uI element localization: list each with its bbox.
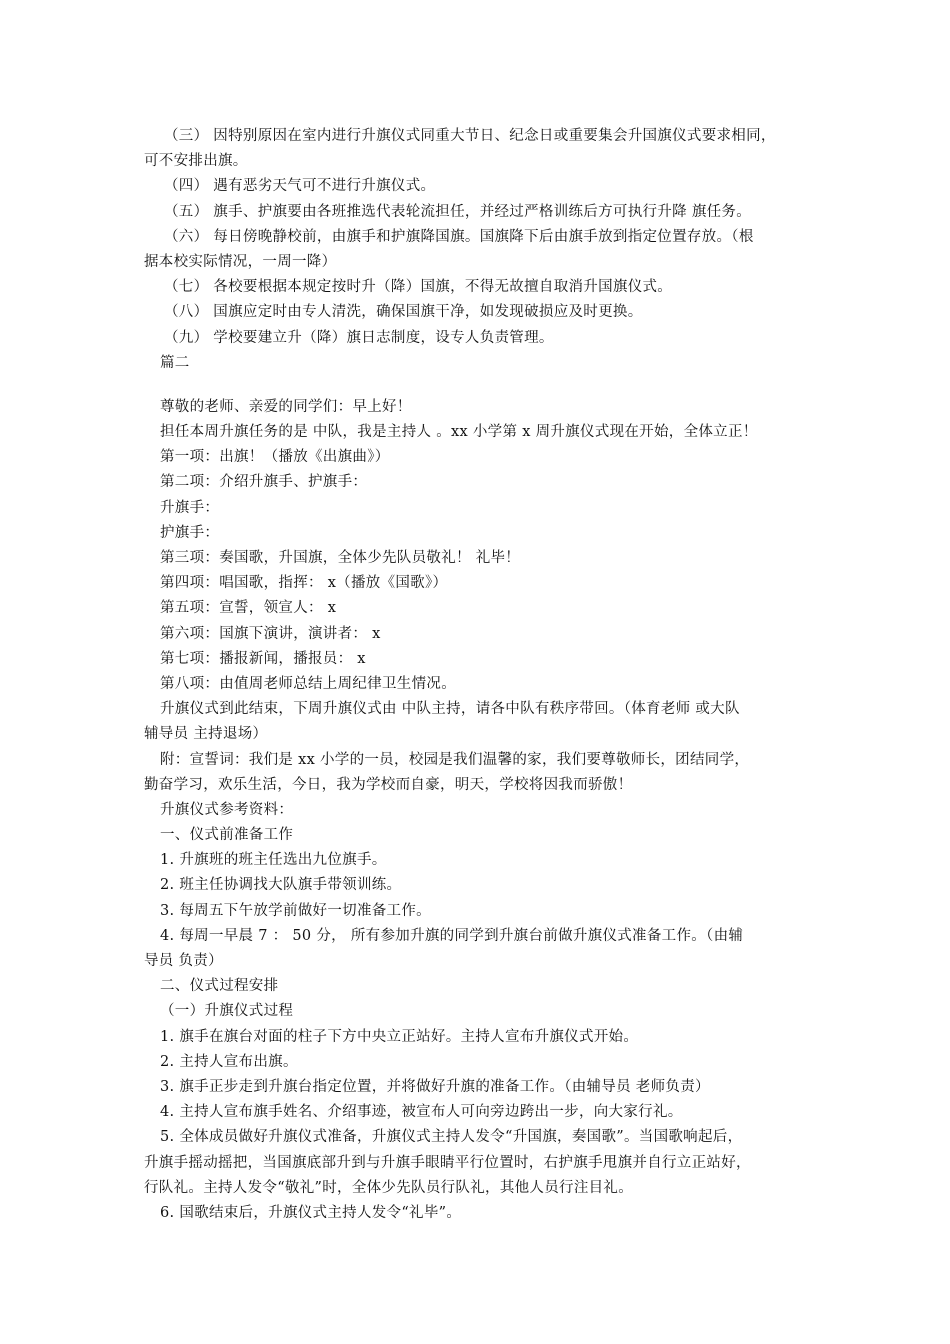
list-item: 4. 主持人宣布旗手姓名、介绍事迹，被宣布人可向旁边跨出一步，向大家行礼。 [160, 1104, 683, 1121]
paragraph-line: 第四项：唱国歌，指挥： x（播放《国歌》） [160, 575, 448, 592]
list-item: 2. 主持人宣布出旗。 [160, 1053, 298, 1070]
section-heading: 篇二 [160, 354, 190, 371]
paragraph-line: （四） 遇有恶劣天气可不进行升旗仪式。 [164, 178, 436, 195]
paragraph-line: 升旗手： [160, 499, 220, 516]
paragraph-line: 附：宣誓词：我们是 xx 小学的一员，校园是我们温馨的家，我们要尊敬师长，团结同学， [160, 751, 750, 768]
list-item: 3. 每周五下午放学前做好一切准备工作。 [160, 902, 431, 919]
list-item: 5. 全体成员做好升旗仪式准备，升旗仪式主持人发令“升国旗，奏国歌”。当国歌响起后， [160, 1129, 743, 1146]
paragraph-line: （六） 每日傍晚静校前，由旗手和护旗降国旗。国旗降下后由旗手放到指定位置存放。（根 [164, 228, 754, 245]
paragraph-line: 护旗手： [160, 524, 220, 541]
paragraph-line: 第七项：播报新闻，播报员： x [160, 650, 366, 667]
paragraph-line: （一）升旗仪式过程 [160, 1003, 294, 1020]
paragraph-line: 升旗仪式到此结束，下周升旗仪式由 中队主持，请各中队有秩序带回。（体育老师 或大队 [160, 701, 740, 718]
paragraph-line: 一、仪式前准备工作 [160, 827, 294, 844]
paragraph-line: 勤奋学习，欢乐生活，今日，我为学校而自豪，明天，学校将因我而骄傲！ [144, 776, 633, 793]
paragraph-line: （三） 因特别原因在室内进行升旗仪式同重大节日、纪念日或重要集会升国旗仪式要求相同， [164, 128, 776, 144]
paragraph-line: 行队礼。主持人发令“敬礼”时，全体少先队员行队礼，其他人员行注目礼。 [144, 1179, 634, 1196]
blank-line [144, 376, 814, 395]
paragraph-line: 第五项：宣誓，领宣人： x [160, 600, 337, 617]
paragraph-line: 可不安排出旗。 [144, 153, 248, 170]
paragraph-line: 二、仪式过程安排 [160, 978, 279, 995]
paragraph-line: 第一项：出旗！（播放《出旗曲》） [160, 449, 390, 466]
paragraph-line: 第八项：由值周老师总结上周纪律卫生情况。 [160, 675, 456, 692]
list-item: 6. 国歌结束后，升旗仪式主持人发令“礼毕”。 [160, 1204, 462, 1221]
list-item: 1. 旗手在旗台对面的柱子下方中央立正站好。主持人宣布升旗仪式开始。 [160, 1028, 639, 1045]
paragraph-line: 升旗手摇动摇把，当国旗底部升到与升旗手眼睛平行位置时，右护旗手甩旗并自行立正站好， [144, 1154, 751, 1171]
paragraph-line: 第二项：介绍升旗手、护旗手： [160, 474, 368, 491]
paragraph-line: （七） 各校要根据本规定按时升（降）国旗，不得无故擅自取消升国旗仪式。 [164, 279, 673, 296]
paragraph-line: 第六项：国旗下演讲，演讲者： x [160, 625, 381, 642]
list-item: 1. 升旗班的班主任选出九位旗手。 [160, 852, 387, 869]
paragraph-line: （九） 学校要建立升（降）旗日志制度，设专人负责管理。 [164, 329, 554, 346]
paragraph-line: 升旗仪式参考资料： [160, 801, 294, 818]
paragraph-line: 尊敬的老师、亲爱的同学们：早上好！ [160, 398, 412, 415]
document-body [144, 124, 814, 1226]
list-item: 2. 班主任协调找大队旗手带领训练。 [160, 877, 402, 894]
paragraph-line: 据本校实际情况，一周一降） [144, 253, 337, 270]
paragraph-line: 第三项：奏国歌，升国旗，全体少先队员敬礼！ 礼毕！ [160, 550, 521, 566]
paragraph-line: （五） 旗手、护旗要由各班推选代表轮流担任，并经过严格训练后方可执行升降 旗任务。 [164, 203, 752, 220]
paragraph-line: 辅导员 主持退场） [144, 726, 268, 743]
list-item: 3. 旗手正步走到升旗台指定位置，并将做好升旗的准备工作。（由辅导员 老师负责） [160, 1078, 710, 1095]
paragraph-line: （八） 国旗应定时由专人清洗，确保国旗干净，如发现破损应及时更换。 [164, 304, 643, 321]
paragraph-line: 担任本周升旗任务的是 中队，我是主持人 。xx 小学第 x 周升旗仪式现在开始，全体立正！ [160, 424, 758, 441]
list-item: 4. 每周一早晨 7 ： 50 分， 所有参加升旗的同学到升旗台前做升旗仪式准备工作。（由辅 [160, 927, 744, 944]
paragraph-line: 导员 负责） [144, 953, 223, 969]
